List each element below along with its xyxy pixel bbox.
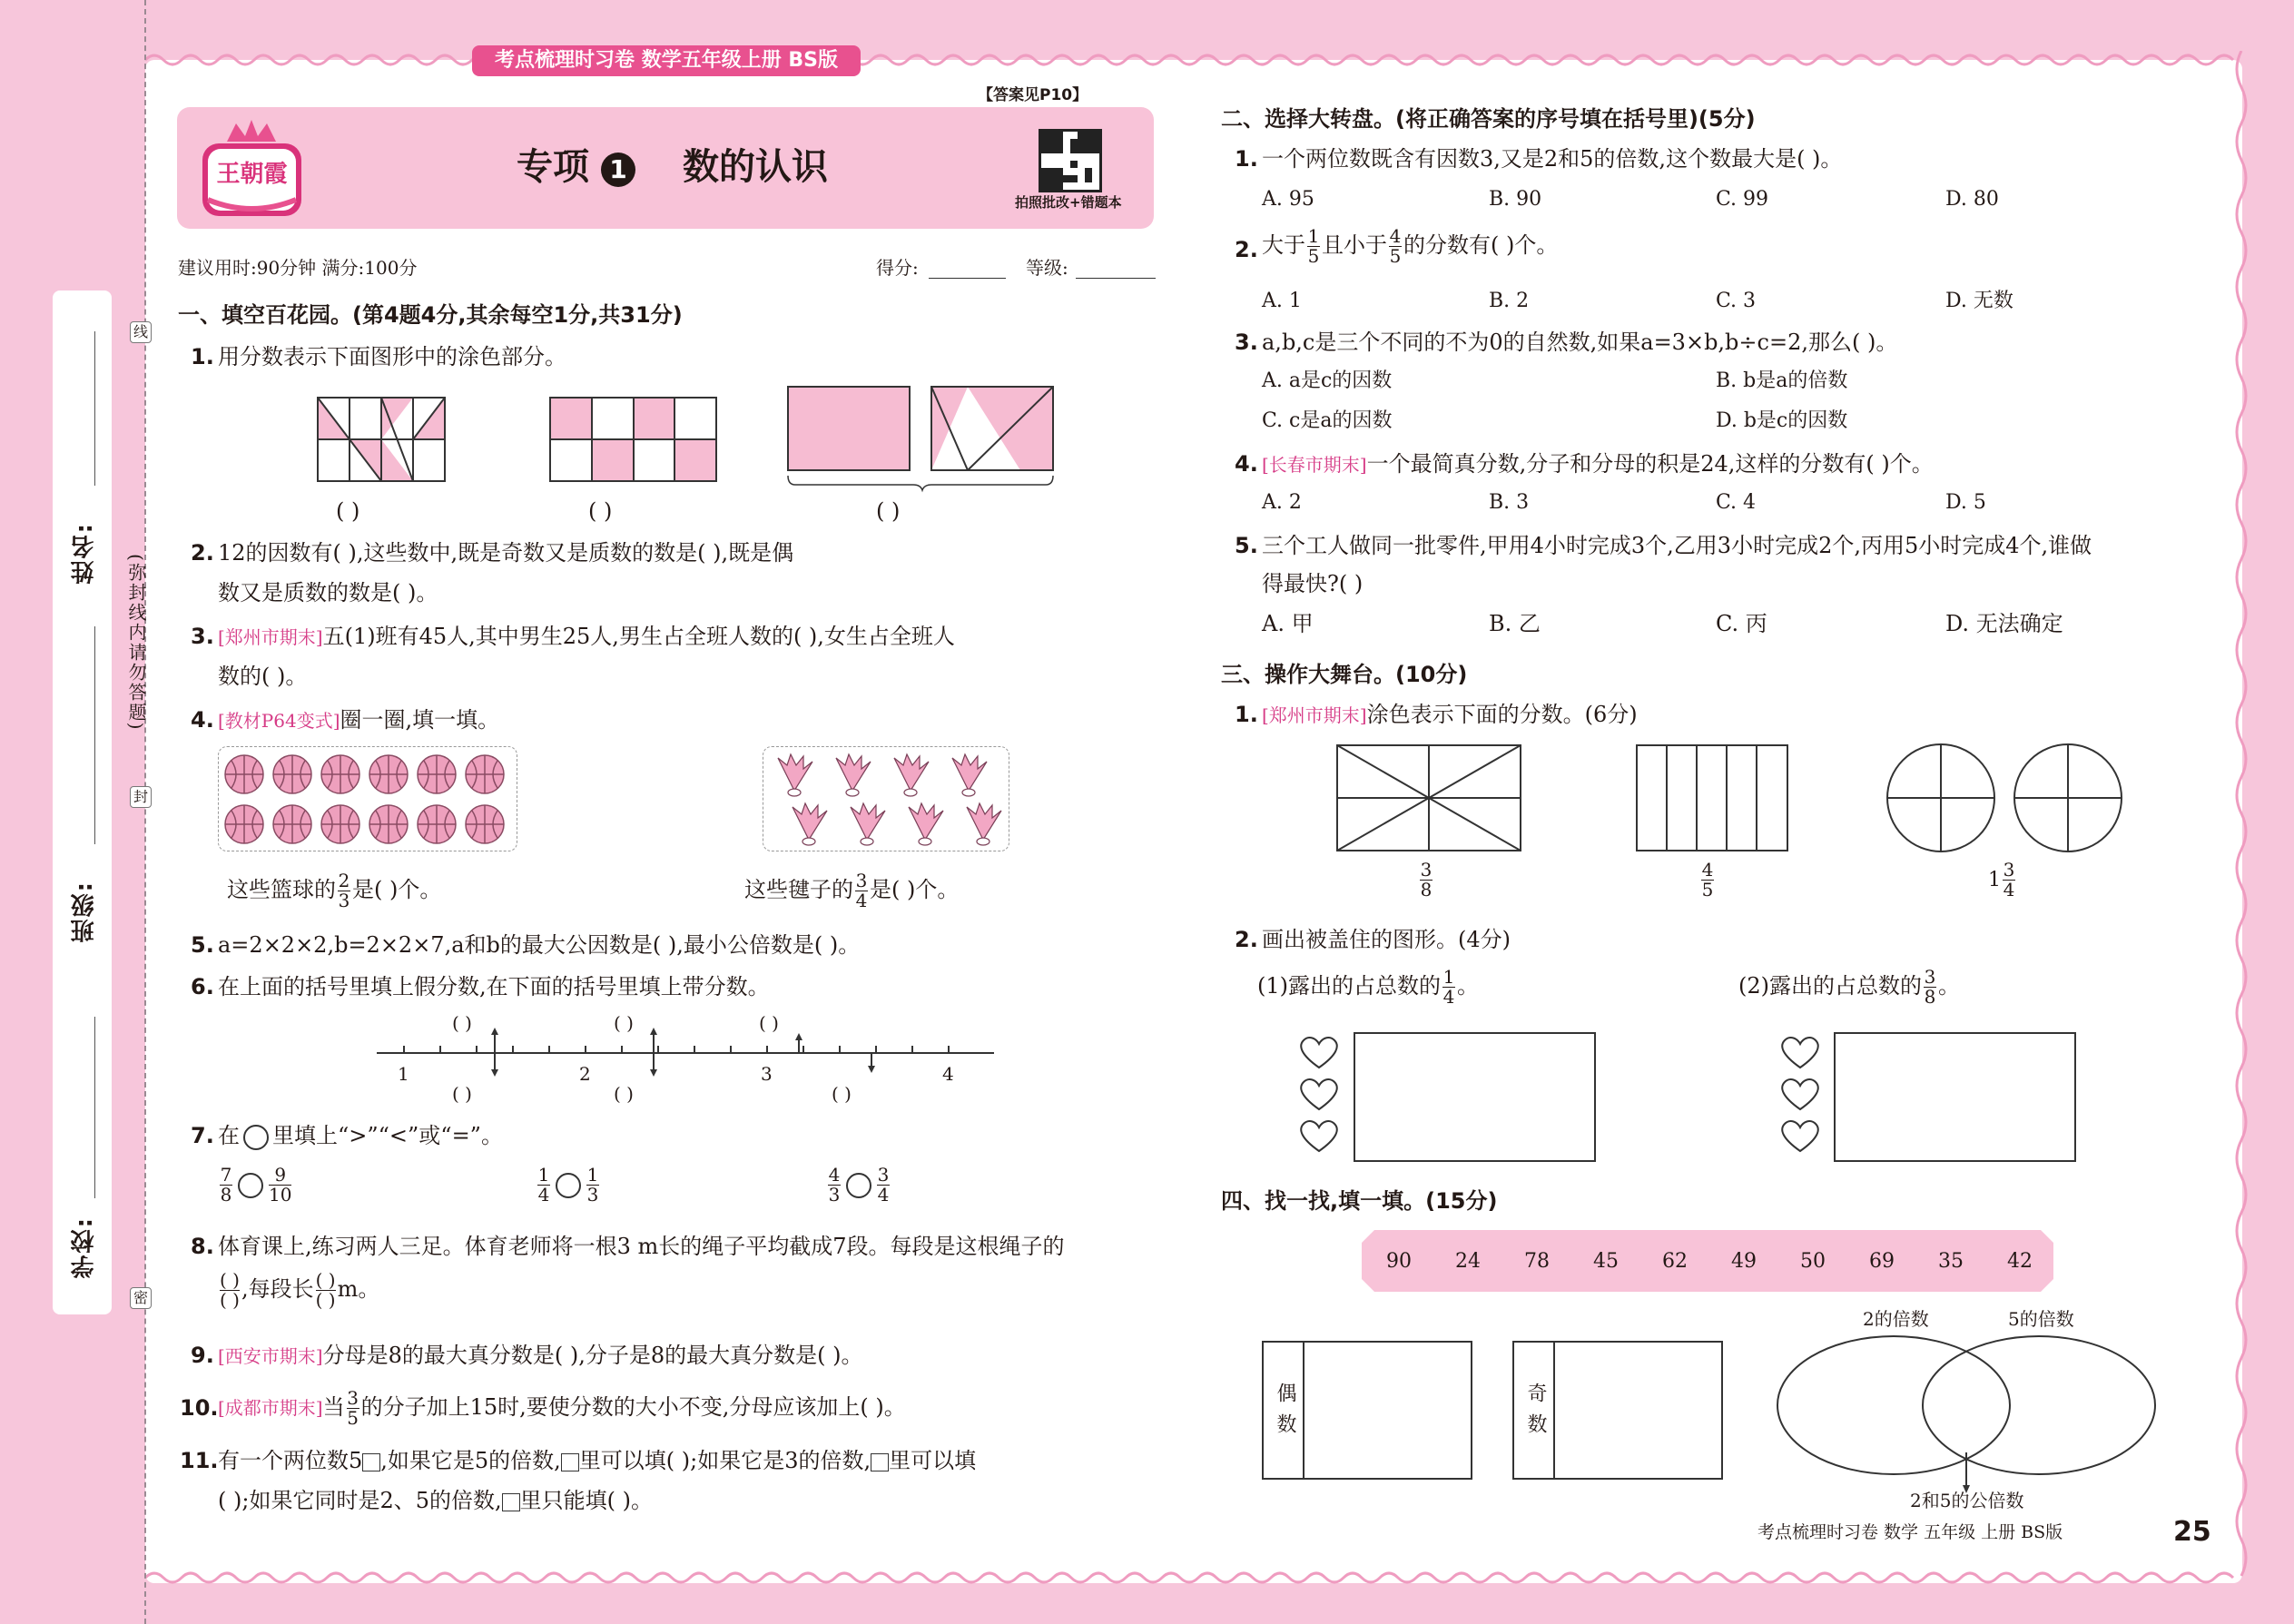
q4-number: 4. <box>191 707 214 733</box>
shuttlecock-group[interactable] <box>763 746 1009 851</box>
s3-q2-number: 2. <box>1235 927 1258 952</box>
q2-line2[interactable]: 数又是质数的数是( )。 <box>218 580 438 605</box>
logo-text: 王朝霞 <box>216 161 288 188</box>
s2-q5-number: 5. <box>1235 533 1258 558</box>
q3-line1[interactable]: 五(1)班有45人,其中男生25人,男生占全班人数的( ),女生占全班人 <box>322 624 955 649</box>
q6-bottom-answer-1[interactable]: ( ) <box>452 1083 472 1105</box>
heart-icons-left <box>1296 1035 1342 1162</box>
series-banner: 考点梳理时习卷 数学五年级上册 BS版 <box>472 45 861 76</box>
s2-q2-option-a[interactable]: A. 1 <box>1262 290 1302 312</box>
section2-title: 二、选择大转盘。(将正确答案的序号填在括号里)(5分) <box>1221 106 1756 132</box>
shuttlecock-icon <box>836 754 871 796</box>
q4-basketball-pre: 这些篮球的 <box>227 877 336 902</box>
shuttlecock-icon <box>952 754 987 796</box>
strip-number: 62 <box>1662 1250 1688 1273</box>
q6-bottom-answer-2[interactable]: ( ) <box>614 1083 634 1105</box>
q11-l1d: 里可以填 <box>889 1448 977 1473</box>
s3-q2b-pre: (2)露出的占总数的 <box>1738 973 1922 999</box>
answer-reference: 【答案见P10】 <box>978 86 1088 104</box>
s2-q5-option-a[interactable]: A. 甲 <box>1262 611 1314 636</box>
basketball-icon <box>273 755 311 793</box>
q5-number: 5. <box>191 932 214 958</box>
grade-label: 等级: <box>1026 257 1068 279</box>
name-label: 姓名: <box>71 522 98 585</box>
q6-top-answer-1[interactable]: ( ) <box>452 1012 472 1034</box>
q4-basketball-fraction: $\frac{2}{3}$ <box>338 870 350 911</box>
page-title: 数的认识 <box>683 146 828 188</box>
s2-q2-pre: 大于 <box>1262 232 1305 258</box>
s2-q4-option-b[interactable]: B. 3 <box>1489 491 1530 514</box>
q8-length-answer[interactable]: $\frac{( )}{( )}$ <box>315 1269 336 1311</box>
q1-shape-a <box>318 398 445 481</box>
basketball-icon <box>369 755 408 793</box>
basketball-icon <box>466 755 504 793</box>
basketball-icon <box>369 805 408 843</box>
s3-q2a-post: 。 <box>1457 973 1479 999</box>
digit-box-icon <box>362 1453 380 1471</box>
q7-text-b: 里填上“>”“<”或“=”。 <box>272 1123 503 1148</box>
basketball-icon <box>321 755 359 793</box>
s2-q2-option-c[interactable]: C. 3 <box>1716 290 1757 312</box>
brand-logo <box>195 116 309 225</box>
q8-fraction-answer[interactable]: $\frac{( )}{( )}$ <box>220 1269 240 1311</box>
grade-field[interactable] <box>1076 278 1156 279</box>
strip-number: 78 <box>1524 1250 1550 1273</box>
binding-notice: (弥封线内请勿答题) <box>125 554 147 732</box>
q6-number: 6. <box>191 974 214 999</box>
s2-q2-option-d[interactable]: D. 无数 <box>1945 290 2013 312</box>
strip-number: 45 <box>1593 1250 1619 1273</box>
s2-q5-option-d[interactable]: D. 无法确定 <box>1945 611 2063 636</box>
fraction-4-5: $\frac{4}{5}$ <box>1701 859 1714 901</box>
q2-line1[interactable]: 12的因数有( ),这些数中,既是奇数又是质数的数是( ),既是偶 <box>218 540 794 566</box>
q11-l2b[interactable]: 里只能填( )。 <box>519 1488 653 1513</box>
shuttlecock-icon <box>909 803 943 845</box>
q7-left-3: $\frac{4}{3}$ <box>828 1164 841 1206</box>
section1-title: 一、填空百花园。(第4题4分,其余每空1分,共31分) <box>178 302 683 328</box>
q5-text[interactable]: a=2×2×2,b=2×2×7,a和b的最大公因数是( ),最小公倍数是( )。 <box>218 932 861 958</box>
coloring-circles-quarters[interactable] <box>1886 743 2122 853</box>
q7-right-1: $\frac{9}{10}$ <box>269 1164 292 1206</box>
shuttlecock-icon <box>967 803 1001 845</box>
s2-q3-option-a[interactable]: A. a是c的因数 <box>1262 369 1393 392</box>
q3-line2[interactable]: 数的( )。 <box>218 664 308 689</box>
topic-prefix: 专项 <box>517 146 589 188</box>
s2-q4-option-c[interactable]: C. 4 <box>1716 491 1757 514</box>
digit-box-icon <box>561 1453 579 1471</box>
venn-label-multiple-5: 5的倍数 <box>2008 1308 2074 1330</box>
fraction-3-8: $\frac{3}{8}$ <box>1420 859 1433 901</box>
strip-number: 69 <box>1869 1250 1895 1273</box>
s2-q2-mid: 且小于 <box>1322 232 1387 258</box>
school-label: 学校: <box>71 1216 98 1279</box>
header-block <box>177 107 1154 229</box>
shuttlecock-icon <box>778 754 812 796</box>
q4-shuttle-fraction: $\frac{3}{4}$ <box>855 870 868 911</box>
cover-box-b[interactable] <box>1834 1032 2076 1162</box>
q1-shape-b <box>550 398 716 481</box>
s2-q1-number: 1. <box>1235 146 1258 172</box>
wavy-right-edge <box>2228 51 2255 1589</box>
strip-number: 24 <box>1455 1250 1481 1273</box>
q7-number: 7. <box>191 1123 214 1148</box>
q4-basketball-answer[interactable]: 是( )个。 <box>352 877 442 902</box>
venn-diagram[interactable] <box>1776 1334 2157 1493</box>
s2-q4-source-tag: [长春市期末] <box>1262 454 1367 476</box>
q8-line1: 体育课上,练习两人三足。体育老师将一根3 m长的绳子平均截成7段。每段是这根绳子的 <box>218 1234 1065 1259</box>
strip-number: 49 <box>1731 1250 1757 1273</box>
q10-post[interactable]: 的分子加上15时,要使分数的大小不变,分母应该加上( )。 <box>360 1394 906 1420</box>
venn-label-multiple-2: 2的倍数 <box>1863 1308 1929 1330</box>
q6-top-answer-2[interactable]: ( ) <box>614 1012 634 1034</box>
q3-source-tag: [郑州市期末] <box>218 626 323 648</box>
q11-number: 11. <box>180 1448 219 1473</box>
q7-left-1: $\frac{7}{8}$ <box>220 1164 232 1206</box>
time-note: 建议用时:90分钟 满分:100分 <box>178 257 418 279</box>
wavy-top-edge <box>145 51 2242 69</box>
score-field[interactable] <box>929 278 1006 279</box>
q7-circle-3[interactable] <box>846 1173 871 1198</box>
section3-title: 三、操作大舞台。(10分) <box>1221 662 1468 687</box>
class-line <box>94 626 95 844</box>
wavy-bottom-edge <box>145 1567 2242 1589</box>
line-marker: 线 <box>130 321 152 343</box>
q4-shuttle-pre: 这些毽子的 <box>744 877 853 902</box>
coloring-rectangle-fifths[interactable] <box>1636 744 1788 851</box>
s2-q1-text: 一个两位数既含有因数3,又是2和5的倍数,这个数最大是( )。 <box>1262 146 1843 172</box>
shuttlecock-icon <box>793 803 827 845</box>
q4-source-tag: [教材P64变式] <box>218 710 340 732</box>
cover-box-a[interactable] <box>1354 1032 1596 1162</box>
digit-box-icon <box>502 1493 520 1511</box>
even-number-box[interactable] <box>1262 1341 1472 1480</box>
s2-q2-option-b[interactable]: B. 2 <box>1489 290 1530 312</box>
fraction-1-3-4: $\frac{3}{4}$ <box>2003 859 2015 901</box>
venn-label-common: 2和5的公倍数 <box>1910 1490 2024 1511</box>
basketball-icon <box>418 805 456 843</box>
topic-number-badge: 1 <box>601 153 635 187</box>
s2-q5-line1: 三个工人做同一批零件,甲用4小时完成3个,乙用3小时完成2个,丙用5小时完成4个,谁做 <box>1262 533 2092 558</box>
q10-number: 10. <box>180 1395 219 1421</box>
q4-text: 圈一圈,填一填。 <box>340 707 500 733</box>
q10-fraction: $\frac{3}{5}$ <box>347 1387 359 1429</box>
basketball-group[interactable] <box>218 746 517 851</box>
q7-right-2: $\frac{1}{3}$ <box>586 1164 599 1206</box>
s3-q2a-fraction: $\frac{1}{4}$ <box>1442 966 1455 1008</box>
s3-q2a-pre: (1)露出的占总数的 <box>1257 973 1441 999</box>
s2-q3-text: a,b,c是三个不同的不为0的自然数,如果a=3×b,b÷c=2,那么( )。 <box>1262 330 1898 355</box>
s2-q2-post: 的分数有( )个。 <box>1403 232 1559 258</box>
strip-number: 50 <box>1800 1250 1826 1273</box>
seal-marker: 封 <box>130 786 152 808</box>
q7-left-2: $\frac{1}{4}$ <box>537 1164 550 1206</box>
q9-number: 9. <box>191 1343 214 1368</box>
s3-q1-source-tag: [郑州市期末] <box>1262 704 1367 726</box>
basketball-icon <box>225 755 263 793</box>
q7-circle-1[interactable] <box>238 1173 263 1198</box>
q6-top-answer-3[interactable]: ( ) <box>759 1012 779 1034</box>
shuttlecocks-image <box>763 747 1010 852</box>
s2-q1-option-c[interactable]: C. 99 <box>1716 188 1769 211</box>
basketball-icon <box>273 805 311 843</box>
tick-1: 1 <box>398 1063 409 1085</box>
q4-shuttle-answer[interactable]: 是( )个。 <box>870 877 960 902</box>
q1-shape-c <box>786 385 1058 487</box>
s2-q5-option-c[interactable]: C. 丙 <box>1716 611 1767 636</box>
q8-mid: ,每段长 <box>241 1276 314 1302</box>
basketball-icon <box>321 805 359 843</box>
odd-number-box[interactable] <box>1512 1341 1723 1480</box>
binding-dashed-line <box>144 0 146 1624</box>
q1-answer-b[interactable]: ( ) <box>588 498 613 524</box>
footer-info: 考点梳理时习卷 数学 五年级 上册 BS版 <box>1757 1522 2063 1542</box>
digit-box-icon <box>871 1453 889 1471</box>
q1-text: 用分数表示下面图形中的涂色部分。 <box>218 344 566 369</box>
q9-text[interactable]: 分母是8的最大真分数是( ),分子是8的最大真分数是( )。 <box>322 1343 863 1368</box>
strip-number: 90 <box>1386 1250 1412 1273</box>
s3-q1-number: 1. <box>1235 702 1258 727</box>
section4-title: 四、找一找,填一填。(15分) <box>1221 1188 1498 1214</box>
q11-l1c[interactable]: 里可以填( );如果它是3的倍数, <box>578 1448 871 1473</box>
q7-right-3: $\frac{3}{4}$ <box>877 1164 890 1206</box>
s3-q1-text: 涂色表示下面的分数。(6分) <box>1366 702 1638 727</box>
q9-source-tag: [西安市期末] <box>218 1345 323 1367</box>
s2-q3-option-d[interactable]: D. b是c的因数 <box>1716 409 1848 432</box>
strip-number: 35 <box>1938 1250 1964 1273</box>
q6-text: 在上面的括号里填上假分数,在下面的括号里填上带分数。 <box>218 974 770 999</box>
mixed-whole: 1 <box>1988 869 2001 891</box>
s2-q1-option-d[interactable]: D. 80 <box>1945 188 1999 211</box>
s2-q2-fraction-b: $\frac{4}{5}$ <box>1389 225 1402 267</box>
heart-icons-right <box>1777 1035 1823 1162</box>
page-number: 25 <box>2173 1516 2211 1548</box>
q11-l2a[interactable]: ( );如果它同时是2、5的倍数, <box>218 1488 502 1513</box>
tick-3: 3 <box>761 1063 773 1085</box>
q7-text-a: 在 <box>218 1123 240 1148</box>
basketballs-image <box>219 747 518 852</box>
score-label: 得分: <box>876 257 919 279</box>
odd-label: 奇数 <box>1524 1383 1547 1444</box>
s2-q4-option-a[interactable]: A. 2 <box>1262 491 1302 514</box>
shuttlecock-icon <box>851 803 885 845</box>
q10-source-tag: [成都市期末] <box>218 1397 323 1419</box>
q11-l1b: ,如果它是5的倍数, <box>380 1448 561 1473</box>
q8-number: 8. <box>191 1234 214 1259</box>
q11-l1a: 有一个两位数5 <box>218 1448 363 1473</box>
q7-circle-2[interactable] <box>556 1173 581 1198</box>
tick-2: 2 <box>579 1063 591 1085</box>
s2-q4-text: 一个最简真分数,分子和分母的积是24,这样的分数有( )个。 <box>1366 451 1934 477</box>
student-info-panel <box>53 290 112 1314</box>
s2-q1-option-a[interactable]: A. 95 <box>1262 188 1314 211</box>
s2-q5-line2[interactable]: 得最快?( ) <box>1262 571 1364 596</box>
qr-caption: 拍照批改+错题本 <box>1015 194 1122 211</box>
basketball-icon <box>418 755 456 793</box>
q2-number: 2. <box>191 540 214 566</box>
q1-answer-a[interactable]: ( ) <box>336 498 360 524</box>
tick-4: 4 <box>942 1063 954 1085</box>
secret-marker: 密 <box>130 1287 152 1309</box>
q1-answer-c[interactable]: ( ) <box>876 498 901 524</box>
s3-q2b-fraction: $\frac{3}{8}$ <box>1924 966 1936 1008</box>
s2-q3-option-c[interactable]: C. c是a的因数 <box>1262 409 1393 432</box>
s2-q1-option-b[interactable]: B. 90 <box>1489 188 1542 211</box>
s2-q5-option-b[interactable]: B. 乙 <box>1489 611 1541 636</box>
q6-bottom-answer-3[interactable]: ( ) <box>832 1083 852 1105</box>
qr-code-icon[interactable] <box>1039 129 1102 192</box>
s3-q2-text: 画出被盖住的图形。(4分) <box>1262 927 1511 952</box>
s2-q2-number: 2. <box>1235 237 1258 262</box>
shuttlecock-icon <box>894 754 929 796</box>
q8-unit: m。 <box>337 1276 380 1302</box>
s2-q3-option-b[interactable]: B. b是a的倍数 <box>1716 369 1848 392</box>
basketball-icon <box>466 805 504 843</box>
s2-q3-number: 3. <box>1235 330 1258 355</box>
s2-q4-number: 4. <box>1235 451 1258 477</box>
q3-number: 3. <box>191 624 214 649</box>
compare-circle-icon <box>243 1125 269 1150</box>
school-line <box>94 1017 95 1198</box>
coloring-rectangle-eighths[interactable] <box>1336 744 1521 851</box>
basketball-icon <box>225 805 263 843</box>
strip-number: 42 <box>2007 1250 2033 1273</box>
name-line <box>94 331 95 486</box>
q10-pre: 当 <box>322 1394 345 1420</box>
s3-q2b-post: 。 <box>1938 973 1960 999</box>
q1-number: 1. <box>191 344 214 369</box>
s2-q2-fraction-a: $\frac{1}{5}$ <box>1307 225 1320 267</box>
even-label: 偶数 <box>1274 1383 1296 1444</box>
s2-q4-option-d[interactable]: D. 5 <box>1945 491 1986 514</box>
class-label: 班级: <box>71 881 98 943</box>
